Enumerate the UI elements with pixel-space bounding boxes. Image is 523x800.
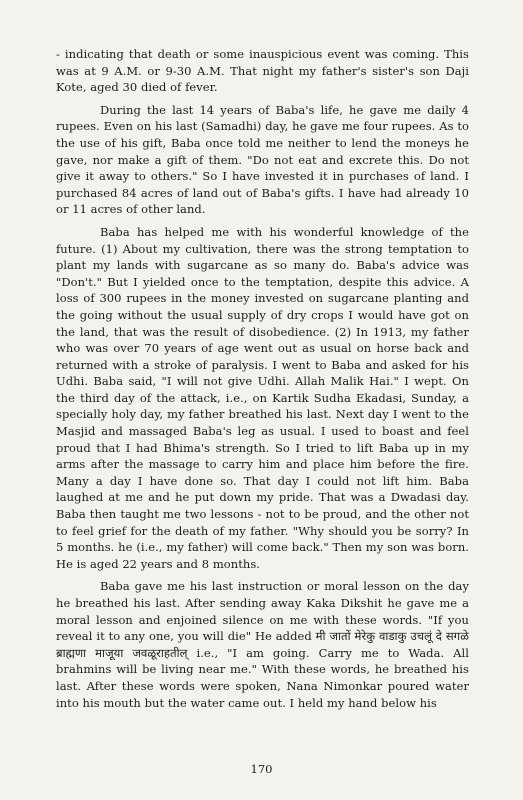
page-number: 170 [250, 762, 273, 776]
paragraph: Baba gave me his last instruction or moral lesson on the day he breathed his last. After sending away Kaka Dikshit he gave me a moral lesson and enjoined silence on me with these words. "If you reveal it to any one, you will die" He added मी जातों मेरेकु वाडाकु उचलूं दे सगळे ब्राह्मणा माजूया जवळूराहतील् i.e., "I am going. Carry me to Wada. All brahmins will be living near me." With these words, he breathed his last. After these words were spoken, Nana Nimonkar poured water into his mouth but the water came out. I held my hand below his [56, 579, 469, 710]
paragraph: Baba has helped me with his wonderful knowledge of the future. (1) About my cultivation, there was the strong temptation to plant my lands with sugarcane as so many do. Baba's advice was "Don't." But I yielded once to the temptation, despite this advice. A loss of 300 rupees in the money invested on sugarcane planting and the going without the usual supply of dry crops I would have got on the land, that was the result of disobedience. (2) In 1913, my father who was over 70 years of age went out as usual on horse back and returned with a stroke of paralysis. I went to Baba and asked for his Udhi. Baba said, "I will not give Udhi. Allah Malik Hai." I wept. On the third day of the attack, i.e., on Kartik Sudha Ekadasi, Sunday, a specially holy day, my father breathed his last. Next day I went to the Masjid and massaged Baba's leg as usual. I used to boast and feel proud that I had Bhima's strength. So I tried to lift Baba up in my arms after the massage to carry him and place him before the fire. Many a day I have done so. That day I could not lift him. Baba laughed at me and he put down my pride. That was a Dwadasi day. Baba then taught me two lessons - not to be proud, and the other not to feel grief for the death of my father. "Why should you be sorry? In 5 months. he (i.e., my father) will come back." Then my son was born. He is aged 22 years and 8 months. [56, 224, 469, 571]
paragraph: - indicating that death or some inauspicious event was coming. This was at 9 A.M. or 9-30 A.M. That night my father's sister's son Daji Kote, aged 30 died of fever. [56, 47, 469, 95]
paragraph: During the last 14 years of Baba's life, he gave me daily 4 rupees. Even on his last (Samadhi) day, he gave me four rupees. As to the use of his gift, Baba once told me neither to lend the moneys he gave, nor make a gift of them. "Do not eat and excrete this. Do not give it away to others." So I have invested it in purchases of land. I purchased 84 acres of land out of Baba's gifts. I have had already 10 or 11 acres of other land. [56, 102, 469, 217]
page-body [56, 46, 469, 711]
